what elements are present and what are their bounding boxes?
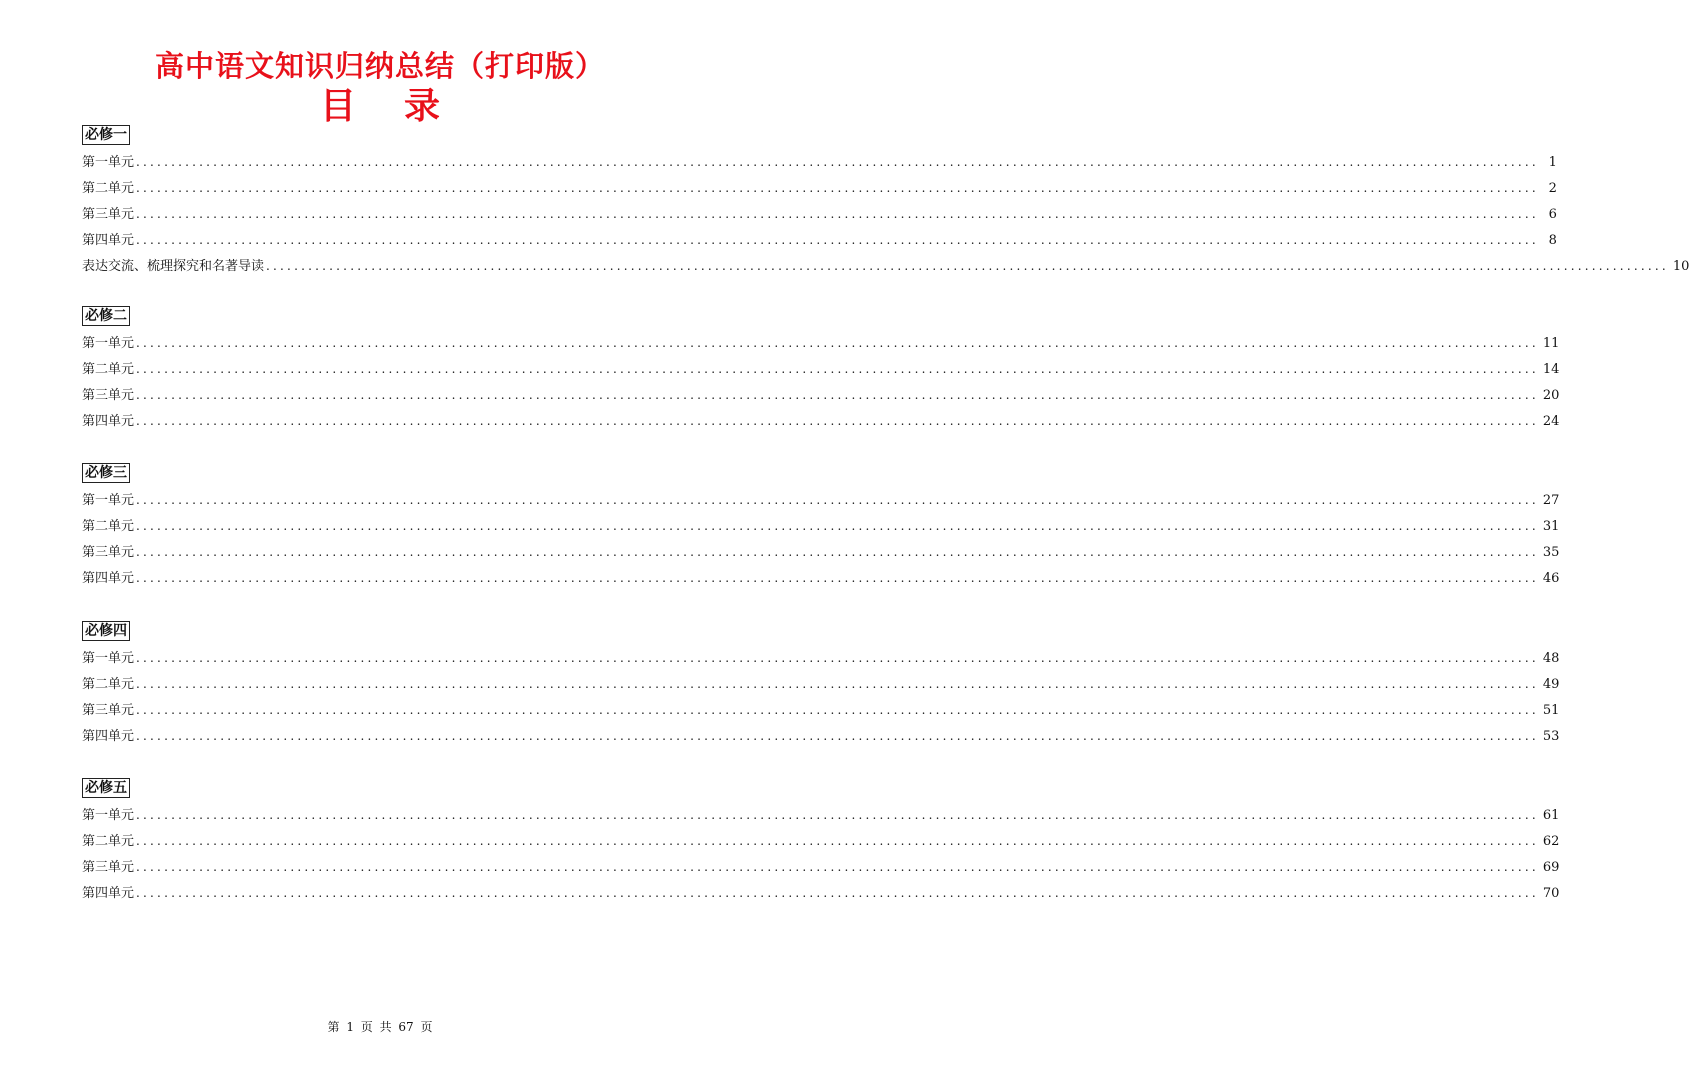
toc-entry-page: 24: [1542, 414, 1560, 429]
toc-entry-page: 27: [1542, 493, 1560, 508]
toc-entry[interactable]: [82, 151, 1557, 177]
toc-entry-label: 第三单元: [82, 860, 135, 875]
section-heading: 必修二: [82, 306, 130, 326]
section-heading: 必修一: [82, 125, 130, 145]
toc-section: [82, 124, 1689, 281]
toc-entry[interactable]: [82, 255, 1689, 281]
toc-entry[interactable]: [82, 725, 1560, 751]
toc-leader-dots: ........................................................................................................................................................................................................: [136, 571, 1539, 585]
toc-entry-page: 20: [1542, 388, 1560, 403]
toc-entry-label: 第四单元: [82, 729, 135, 744]
toc-entry[interactable]: [82, 203, 1557, 229]
toc-leader-dots: ........................................................................................................................................................................................................: [136, 834, 1539, 848]
section-heading: 必修四: [82, 621, 130, 641]
toc-entry-page: 61: [1542, 808, 1560, 823]
toc-entry-label: 第一单元: [82, 336, 135, 351]
toc-entry-label: 第二单元: [82, 519, 135, 534]
toc-entry[interactable]: [82, 647, 1560, 673]
toc-leader-dots: ........................................................................................................................................................................................................: [136, 493, 1539, 507]
toc-leader-dots: ........................................................................................................................................................................................................: [136, 677, 1539, 691]
toc-leader-dots: ........................................................................................................................................................................................................: [136, 207, 1539, 221]
toc-entry[interactable]: [82, 410, 1560, 436]
toc-leader-dots: ........................................................................................................................................................................................................: [136, 362, 1539, 376]
toc-leader-dots: ........................................................................................................................................................................................................: [136, 886, 1539, 900]
toc-entry-page: 2: [1548, 181, 1557, 196]
toc-entry[interactable]: [82, 541, 1560, 567]
toc-entry-page: 62: [1542, 834, 1560, 849]
toc-entry[interactable]: [82, 830, 1560, 856]
toc-heading-char: 录: [403, 86, 440, 127]
toc-entry-label: 第三单元: [82, 207, 135, 222]
toc-leader-dots: ........................................................................................................................................................................................................: [136, 336, 1539, 350]
toc-entry-label: 第三单元: [82, 545, 135, 560]
toc-entry-label: 第三单元: [82, 703, 135, 718]
toc-entry-label: 第一单元: [82, 808, 135, 823]
toc-entry[interactable]: [82, 515, 1560, 541]
toc-entry-label: 第二单元: [82, 834, 135, 849]
toc-entry-page: 48: [1542, 651, 1560, 666]
toc-leader-dots: ........................................................................................................................................................................................................: [136, 545, 1539, 559]
toc-entry-page: 31: [1542, 519, 1560, 534]
toc-entry-page: 11: [1542, 336, 1560, 351]
toc-entry-label: 第四单元: [82, 886, 135, 901]
toc-entry[interactable]: [82, 358, 1560, 384]
toc-leader-dots: ........................................................................................................................................................................................................: [136, 860, 1539, 874]
toc-leader-dots: ........................................................................................................................................................................................................: [136, 703, 1539, 717]
toc-leader-dots: ........................................................................................................................................................................................................: [136, 519, 1539, 533]
toc-entry-page: 14: [1542, 362, 1560, 377]
toc-entry-label: 第三单元: [82, 388, 135, 403]
toc-leader-dots: ........................................................................................................................................................................................................: [136, 181, 1539, 195]
toc-entry-label: 第二单元: [82, 181, 135, 196]
page-footer: 第 1 页 共 67 页: [327, 1020, 433, 1034]
toc-entry-page: 51: [1542, 703, 1560, 718]
toc-entry-label: 第二单元: [82, 677, 135, 692]
toc-entry-page: 6: [1548, 207, 1557, 222]
toc-entry-page: 70: [1542, 886, 1560, 901]
toc-entry-label: 第二单元: [82, 362, 135, 377]
toc-entry-page: 46: [1542, 571, 1560, 586]
toc-entry-label: 第四单元: [82, 414, 135, 429]
toc-entry[interactable]: [82, 882, 1560, 908]
toc-entry[interactable]: [82, 856, 1560, 882]
toc-leader-dots: ........................................................................................................................................................................................................: [136, 233, 1539, 247]
toc-entry[interactable]: [82, 332, 1560, 358]
toc-entry-label: 第一单元: [82, 155, 135, 170]
toc-entry-label: 第四单元: [82, 233, 135, 248]
toc-entry-page: 49: [1542, 677, 1560, 692]
toc-entry-label: 第四单元: [82, 571, 135, 586]
toc-entry[interactable]: [82, 804, 1560, 830]
toc-heading-char: 目: [319, 86, 356, 127]
section-heading: 必修三: [82, 463, 130, 483]
toc-leader-dots: ........................................................................................................................................................................................................: [136, 729, 1539, 743]
toc-entry[interactable]: [82, 384, 1560, 410]
toc-leader-dots: ........................................................................................................................................................................................................: [136, 651, 1539, 665]
toc-entry-label: 第一单元: [82, 651, 135, 666]
toc-entry-page: 10: [1672, 259, 1689, 274]
toc-entry-page: 53: [1542, 729, 1560, 744]
toc-leader-dots: ........................................................................................................................................................................................................: [136, 388, 1539, 402]
toc-entry[interactable]: [82, 673, 1560, 699]
toc-section: [82, 620, 1560, 751]
toc-leader-dots: ........................................................................................................................................................................................................: [136, 808, 1539, 822]
toc-entry[interactable]: [82, 699, 1560, 725]
toc-entry-page: 35: [1542, 545, 1560, 560]
toc-entry[interactable]: [82, 177, 1557, 203]
toc-entry[interactable]: [82, 567, 1560, 593]
toc-leader-dots: ........................................................................................................................................................................................................: [266, 259, 1669, 273]
toc-leader-dots: ........................................................................................................................................................................................................: [136, 155, 1539, 169]
toc-entry-page: 69: [1542, 860, 1560, 875]
toc-entry[interactable]: [82, 489, 1560, 515]
section-heading: 必修五: [82, 778, 130, 798]
toc-section: [82, 777, 1560, 908]
toc-entry[interactable]: [82, 229, 1557, 255]
document-title: 高中语文知识归纳总结（打印版）: [154, 49, 605, 83]
toc-entry-label: 第一单元: [82, 493, 135, 508]
toc-entry-label: 表达交流、梳理探究和名著导读: [82, 259, 265, 274]
toc-heading: [0, 78, 760, 129]
toc-leader-dots: ........................................................................................................................................................................................................: [136, 414, 1539, 428]
toc-entry-page: 1: [1548, 155, 1557, 170]
toc-section: [82, 462, 1560, 593]
toc-entry-page: 8: [1548, 233, 1557, 248]
toc-section: [82, 305, 1560, 436]
